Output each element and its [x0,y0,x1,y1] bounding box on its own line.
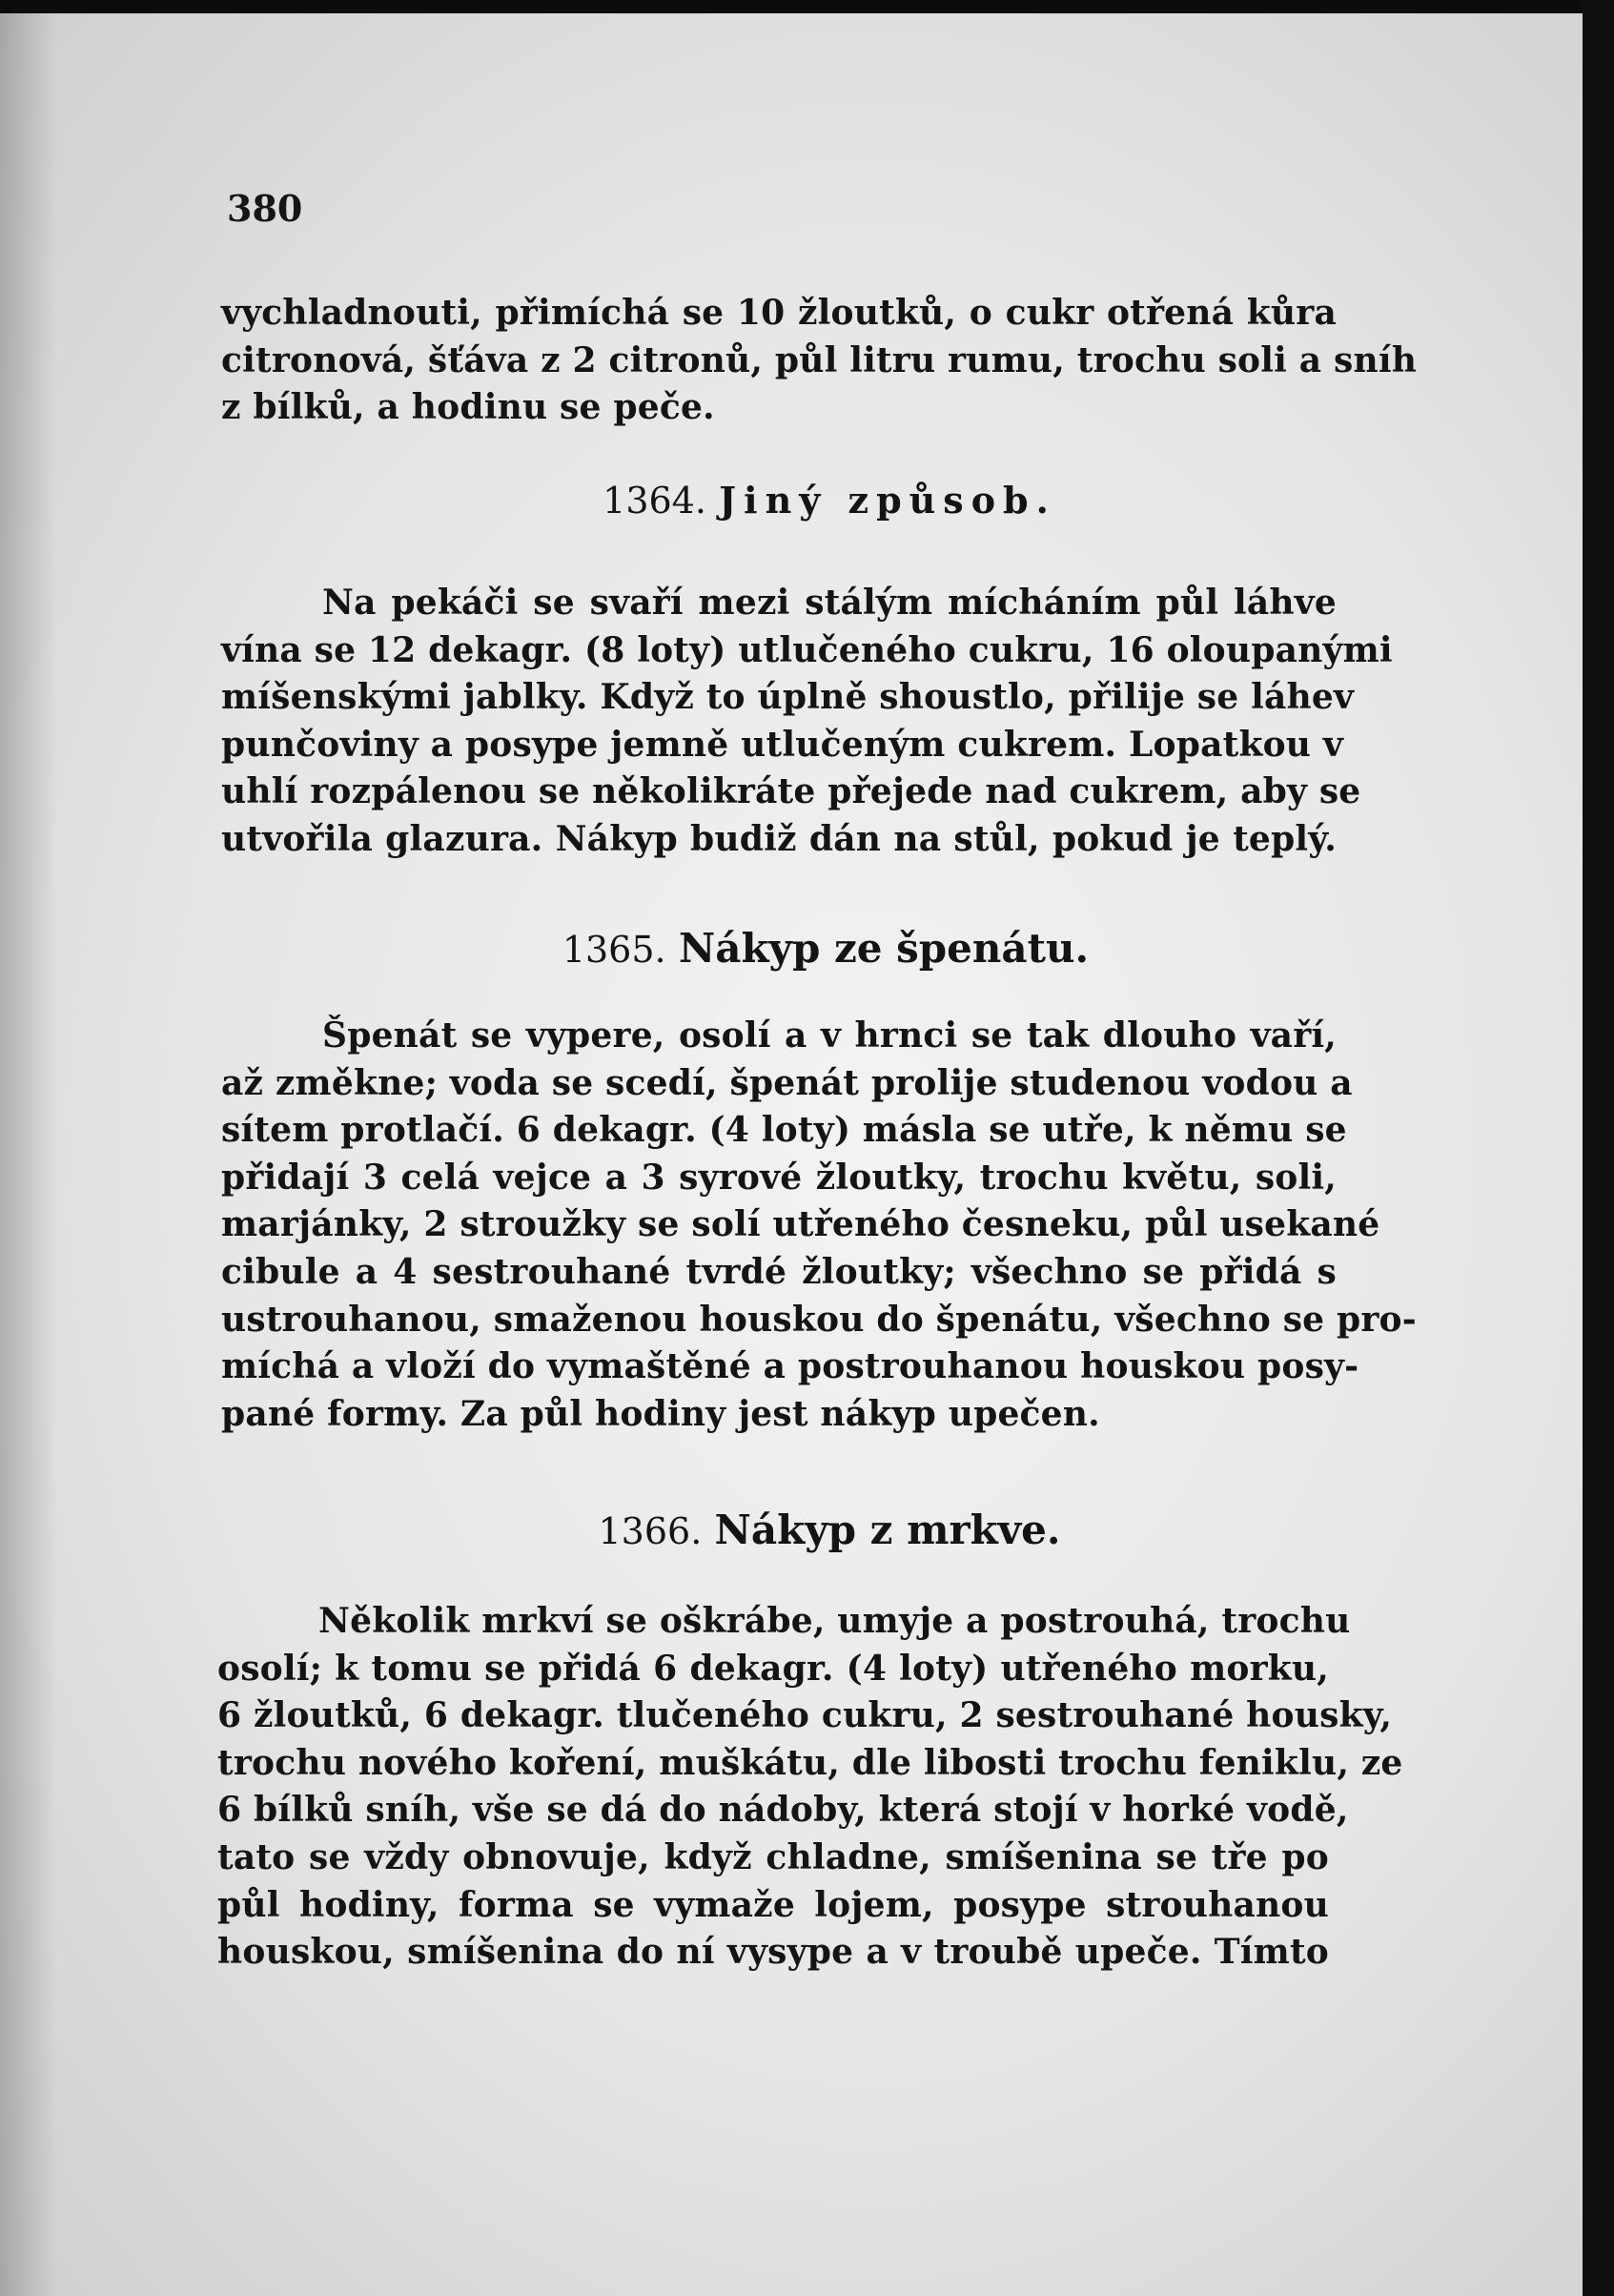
text-line: z bílků, a hodinu se peče. [221,387,715,428]
text-line: uhlí rozpálenou se několikráte přejede nad cukrem, aby se [221,771,1361,812]
text-line: houskou, smíšenina do ní vysype a v troubě upeče. Tímto [217,1932,1329,1973]
text-line: trochu nového koření, muškátu, dle libosti trochu feniklu, ze [217,1742,1403,1783]
book-page [0,13,1583,2296]
text-line: Na pekáči se svaří mezi stálým mícháním půl láhve [322,583,1337,623]
text-line: Několik mrkví se oškrábe, umyje a postrouhá, trochu [318,1601,1351,1641]
text-line: Špenát se vypere, osolí a v hrnci se tak dlouho vaří, [322,1015,1337,1056]
recipe-title: Jiný způsob. [719,479,1056,522]
text-line: 6 bílků sníh, vše se dá do nádoby, která stojí v horké vodě, [217,1790,1349,1831]
text-line: utvořila glazura. Nákyp budiž dán na stůl, pokud je teplý. [221,818,1337,859]
recipe-1364-text [221,580,1393,864]
scan-border-right [1583,0,1614,2296]
continuation-paragraph [221,290,1418,432]
text-line: 6 žloutků, 6 dekagr. tlučeného cukru, 2 sestrouhané housky, [217,1695,1393,1736]
recipe-1365-heading [0,925,1583,972]
text-line: půl hodiny, forma se vymaže lojem, posype strouhanou [217,1884,1329,1925]
text-line: vychladnouti, přimíchá se 10 žloutků, o cukr otřená kůra [221,293,1337,333]
recipe-title: Nákyp z mrkve. [714,1507,1061,1553]
text-line: punčoviny a posype jemně utlučeným cukrem. Lopatkou v [221,724,1344,765]
text-line: pané formy. Za půl hodiny jest nákyp upečen. [221,1393,1100,1434]
recipe-1365-text [221,1013,1417,1438]
text-line: marjánky, 2 stroužky se solí utřeného česneku, půl usekané [221,1204,1380,1245]
recipe-number: 1364. [603,480,706,522]
text-line: tato se vždy obnovuje, když chladne, smíšenina se tře po [217,1836,1329,1877]
text-line: přidají 3 celá vejce a 3 syrové žloutky, trochu květu, soli, [221,1157,1337,1198]
text-line: míchá a vloží do vymaštěné a postrouhanou houskou posy- [221,1346,1359,1387]
text-line: až změkne; voda se scedí, špenát prolije studenou vodou a [221,1062,1353,1103]
page-number: 380 [227,187,303,230]
text-line: ustrouhanou, smaženou houskou do špenátu, všechno se pro- [221,1299,1417,1340]
text-line: vína se 12 dekagr. (8 loty) utlučeného cukru, 16 oloupanými [221,629,1393,670]
recipe-number: 1365. [562,929,666,971]
text-line: citronová, šťáva z 2 citronů, půl litru rumu, trochu soli a sníh [221,339,1418,380]
text-line: sítem protlačí. 6 dekagr. (4 loty) másla se utře, k němu se [221,1110,1347,1151]
page-shadow-left [0,13,57,2296]
text-line: osolí; k tomu se přidá 6 dekagr. (4 loty) utřeného morku, [217,1648,1329,1689]
recipe-1364-heading [0,479,1583,522]
text-line: míšenskými jablky. Když to úplně shoustlo, přilije se láhev [221,677,1355,718]
recipe-1366-text [217,1598,1403,1977]
recipe-1366-heading [0,1507,1583,1553]
recipe-number: 1366. [598,1510,703,1552]
recipe-title: Nákyp ze špenátu. [678,925,1090,972]
text-line: cibule a 4 sestrouhané tvrdé žloutky; všechno se přidá s [221,1251,1337,1292]
